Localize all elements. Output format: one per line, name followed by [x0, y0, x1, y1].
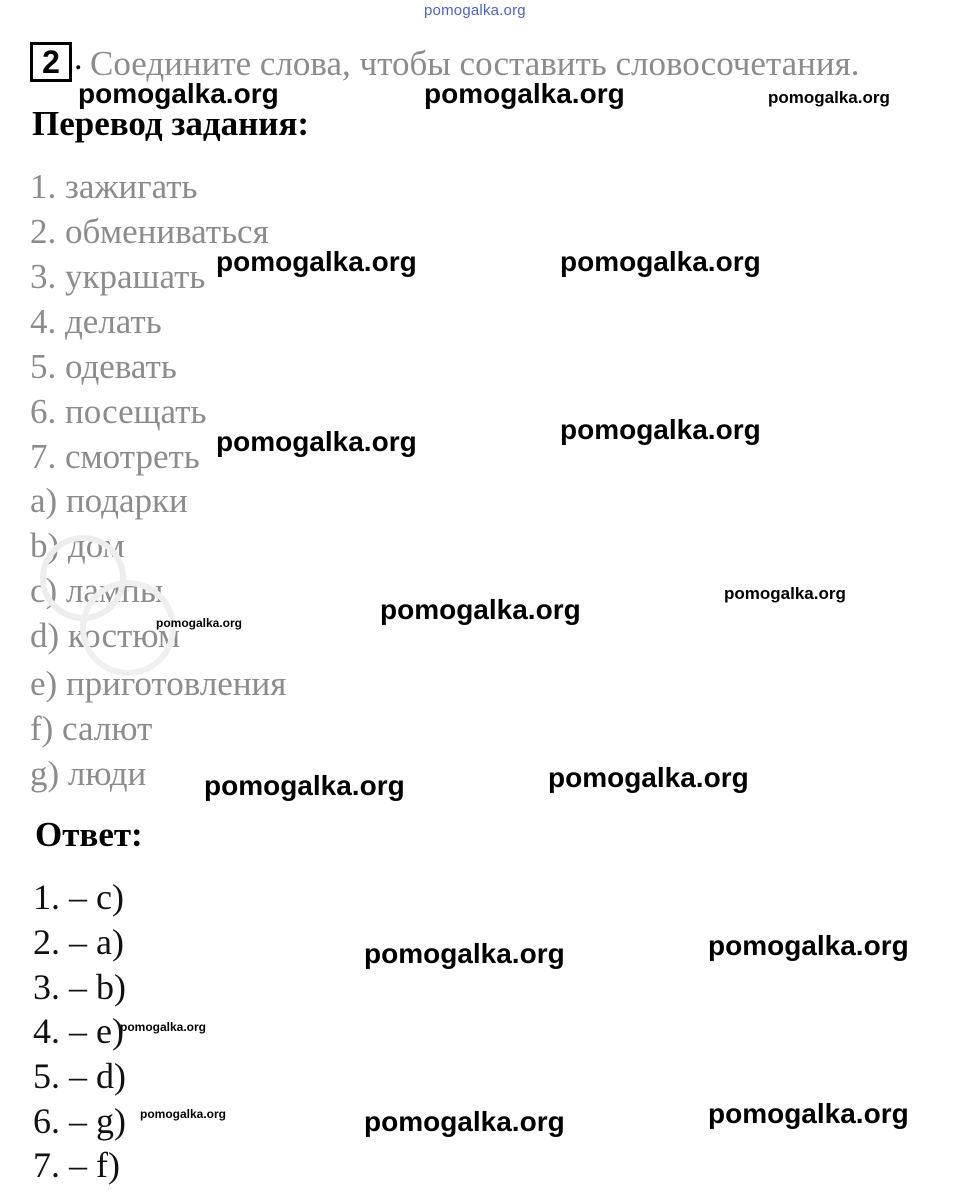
watermark: pomogalka.org — [216, 246, 417, 277]
answer-row: 4. – e) — [33, 1011, 124, 1051]
watermark: pomogalka.org — [560, 246, 761, 277]
list-item: 7. смотреть — [30, 437, 200, 476]
list-item: e) приготовления — [30, 664, 287, 703]
watermark: pomogalka.org — [78, 78, 279, 109]
list-item: a) подарки — [30, 481, 188, 520]
list-item: f) салют — [30, 709, 153, 748]
watermark: pomogalka.org — [708, 1098, 909, 1129]
watermark: pomogalka.org — [120, 1020, 207, 1034]
watermark: pomogalka.org — [380, 594, 581, 625]
watermark: pomogalka.org — [364, 938, 565, 969]
translation-heading: Перевод задания: — [32, 104, 310, 143]
answer-heading: Ответ: — [35, 815, 143, 854]
watermark: pomogalka.org — [364, 1106, 565, 1137]
answer-row: 2. – a) — [33, 922, 124, 962]
list-item: 2. обмениваться — [30, 212, 269, 251]
answer-row: 6. – g) — [33, 1101, 126, 1141]
answer-row: 3. – b) — [33, 967, 126, 1007]
list-item: 5. одевать — [30, 347, 177, 386]
watermark: pomogalka.org — [140, 1107, 227, 1121]
watermark: pomogalka.org — [424, 78, 625, 109]
list-item: c) лампы — [30, 571, 164, 610]
answer-row: 1. – c) — [33, 877, 124, 917]
watermark: pomogalka.org — [216, 426, 417, 457]
watermark: pomogalka.org — [548, 762, 749, 793]
watermark-top: pomogalka.org — [424, 2, 526, 19]
watermark: pomogalka.org — [560, 414, 761, 445]
watermark: pomogalka.org — [204, 770, 405, 801]
watermark: pomogalka.org — [768, 88, 890, 107]
list-item: d) костюм — [30, 616, 181, 655]
list-item: 1. зажигать — [30, 167, 198, 206]
task-instruction: Соедините слова, чтобы составить словосочетания. — [90, 44, 860, 83]
list-item: 6. посещать — [30, 392, 207, 431]
watermark: pomogalka.org — [724, 584, 846, 603]
list-item: 4. делать — [30, 302, 162, 341]
answer-row: 5. – d) — [33, 1056, 126, 1096]
list-item: g) люди — [30, 754, 147, 793]
list-item: b) дом — [30, 526, 125, 565]
watermark: pomogalka.org — [708, 930, 909, 961]
watermark: pomogalka.org — [156, 616, 243, 630]
task-number-box: 2 — [30, 42, 72, 82]
list-item: 3. украшать — [30, 257, 206, 296]
answer-row: 7. – f) — [33, 1145, 120, 1185]
task-number-dot: . — [74, 40, 83, 77]
